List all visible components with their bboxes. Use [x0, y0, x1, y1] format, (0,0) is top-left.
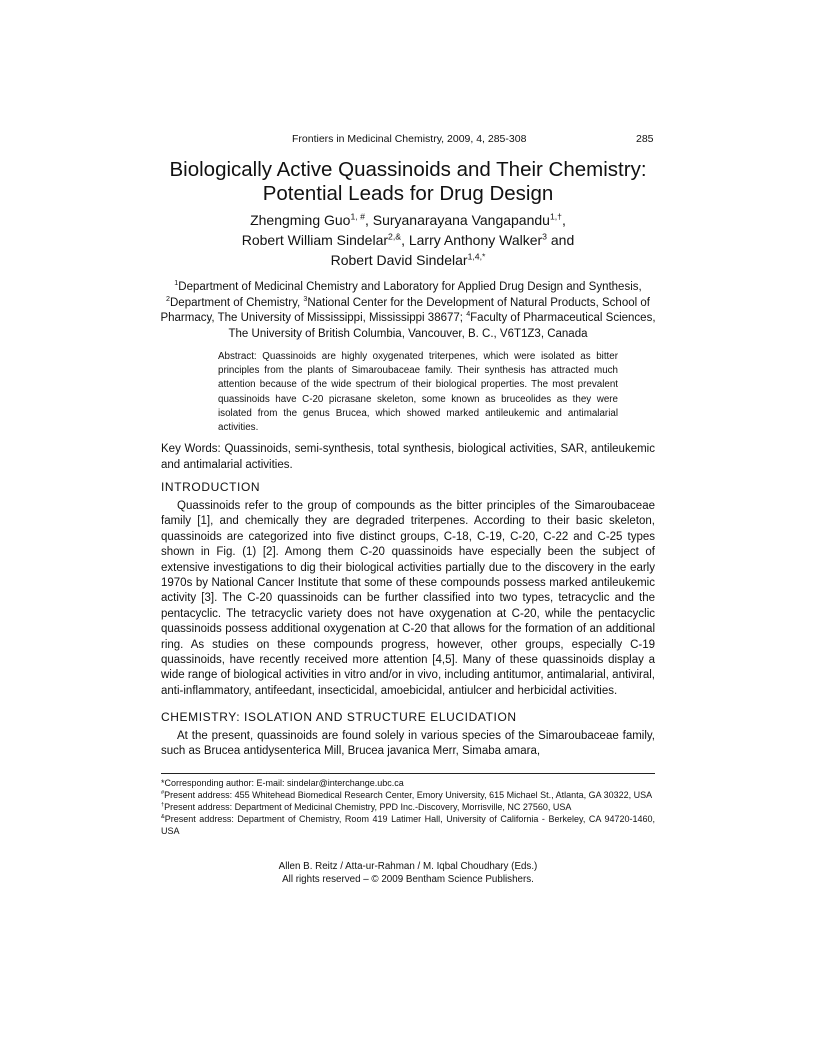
author-name: Robert William Sindelar: [241, 232, 389, 248]
author-affil-mark: 1,†: [549, 211, 563, 222]
page-number: 285: [636, 133, 654, 145]
author-name: Larry Anthony Walker: [408, 232, 543, 248]
chemistry-paragraph: At the present, quassinoids are found solely in various species of the Simaroubaceae family, such as Brucea antidysenterica Mill, Brucea javanica Merr, Simaba amara,: [161, 730, 655, 758]
footnotes: [161, 777, 655, 837]
footnote: [161, 801, 655, 813]
title-line-1: Biologically Active Quassinoids and Their Chemistry:: [169, 158, 647, 181]
affil-mark: 4: [466, 310, 471, 319]
affiliations: [150, 280, 666, 342]
author-name: Robert David Sindelar: [330, 252, 468, 268]
corresponding-author-note: *Corresponding author: E-mail: sindelar@interchange.ubc.ca: [161, 778, 404, 788]
footnote-divider: [161, 773, 655, 774]
author-affil-mark: 1,4,*: [467, 251, 486, 262]
author-affil-mark: 3: [542, 231, 547, 242]
paper-title: [130, 158, 686, 206]
abstract: [218, 350, 618, 435]
publisher-notice: [0, 861, 816, 886]
footnote-mark: &: [161, 814, 165, 820]
author-name: Zhengming Guo: [250, 212, 351, 228]
author-separator: ,: [364, 212, 373, 228]
affiliation-3: National Center for the Development of Natural Products, School of Pharmacy, The University of Mississippi, Mississippi 38677;: [160, 296, 650, 324]
introduction-paragraph: Quassinoids refer to the group of compounds as the bitter principles of the Simaroubaceae family [1], and chemically they are degraded triterpenes. According to their basic skeleton, quassinoids are categorized into five distinct groups, C-18, C-19, C-20, C-22 and C-25 types shown in Fig. (1) [2]. Among them C-20 quassinoids have especially been the subject of extensive investigations to dig their biological activities partially due to the discovery in the early 1970s by National Cancer Institute that some of these compounds possess marked antileukemic activity [3]. The C-20 quassinoids can be further classified into two types, tetracyclic and the pentacyclic. The tetracyclic variety does not have oxygenation at C-20, while the pentacyclic quassinoids possess additional oxygenation at C-20 that allows for the formation of an additional ring. As studies on these compounds progress, however, other groups, especially C-19 quassinoids, have recently received more attention [4,5]. Many of these quassinoids display a wide range of biological activities in vitro and/or in vivo, including antitumor, antimalarial, antiviral, anti-inflammatory, antifeedant, insecticidal, amoebicidal, antiulcer and herbicidal activities.: [161, 500, 655, 697]
author-list: [140, 210, 676, 270]
footnote-text: Present address: 455 Whitehead Biomedical Research Center, Emory University, 615 Michael St., Atlanta, GA 30322, USA: [164, 790, 653, 800]
keywords: [161, 442, 655, 473]
author-name: Suryanarayana Vangapandu: [372, 212, 550, 228]
title-line-2: Potential Leads for Drug Design: [262, 182, 554, 205]
footnote: [161, 789, 655, 801]
affiliation-4: Faculty of Pharmaceutical Sciences, The University of British Columbia, Vancouver, B. C., V6T1Z3, Canada: [228, 312, 656, 340]
copyright-line: All rights reserved – © 2009 Bentham Science Publishers.: [282, 873, 534, 885]
author-separator: and: [547, 232, 575, 248]
journal-citation: Frontiers in Medicinal Chemistry, 2009, 4, 285-308: [292, 133, 527, 145]
affiliation-2: Department of Chemistry,: [170, 296, 304, 309]
author-separator: ,: [562, 212, 566, 228]
abstract-text: Quassinoids are highly oxygenated triterpenes, which were isolated as bitter principles from the plants of Simaroubaceae family. Their synthesis has attracted much attention because of the wide spectrum of their biological properties. The most prevalent quassinoids have C-20 picrasane skeleton, some known as bruceolides as they were isolated from the genus Brucea, which showed marked antileukemic and antimalarial activities.: [218, 351, 618, 434]
author-separator: ,: [401, 232, 409, 248]
footnote-text: Present address: Department of Medicinal Chemistry, PPD Inc.-Discovery, Morrisville, NC 27560, USA: [164, 802, 572, 812]
keywords-text: Quassinoids, semi-synthesis, total synthesis, biological activities, SAR, antileukemic and antimalarial activities.: [161, 443, 655, 471]
footnote: [161, 813, 655, 837]
footnote-text: Present address: Department of Chemistry, Room 419 Latimer Hall, University of California - Berkeley, CA 94720-1460, USA: [161, 814, 655, 836]
section-heading-introduction: INTRODUCTION: [161, 480, 261, 494]
author-affil-mark: 1, #: [350, 211, 365, 222]
footnote-mark: †: [161, 802, 165, 808]
footnote-mark: #: [161, 790, 165, 796]
affil-mark: 2: [166, 294, 170, 303]
abstract-label: Abstract:: [218, 351, 257, 362]
author-affil-mark: 2,&: [388, 231, 402, 242]
affil-mark: 3: [303, 294, 308, 303]
editors-line: Allen B. Reitz / Atta-ur-Rahman / M. Iqbal Choudhary (Eds.): [278, 861, 538, 872]
affiliation-1: Department of Medicinal Chemistry and Laboratory for Applied Drug Design and Synthesis,: [178, 281, 642, 293]
keywords-label: Key Words:: [161, 443, 221, 455]
section-heading-chemistry: CHEMISTRY: ISOLATION AND STRUCTURE ELUCIDATION: [161, 710, 517, 724]
affil-mark: 1: [174, 279, 179, 288]
